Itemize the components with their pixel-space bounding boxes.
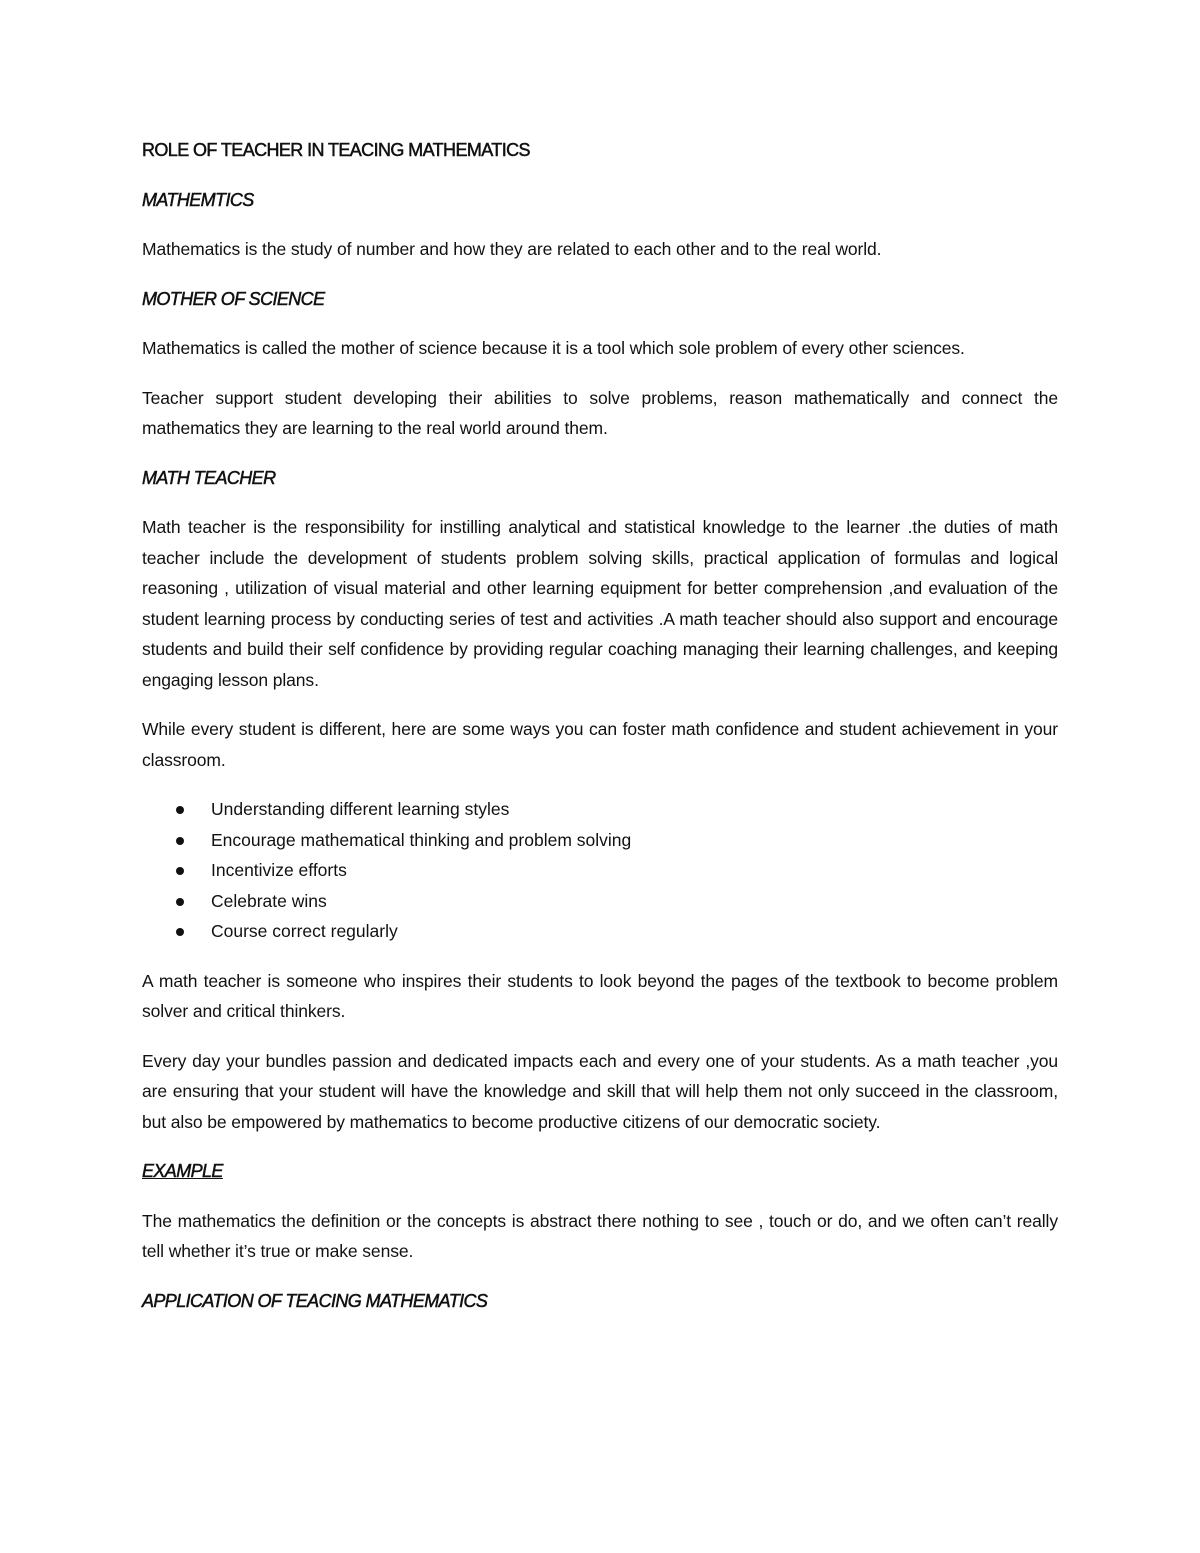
heading-math-teacher: MATH TEACHER [142,467,276,488]
list-item [142,825,1058,856]
bullet-icon [176,928,184,936]
list-item-text: Celebrate wins [211,890,327,911]
paragraph-inspires-students: A math teacher is someone who inspires their students to look beyond the pages of the textbook to become problem solver and critical thinkers. [142,970,1058,1021]
heading-mother-of-science: MOTHER OF SCIENCE [142,288,325,309]
list-item-text: Course correct regularly [211,921,398,941]
paragraph-foster-confidence: While every student is different, here are some ways you can foster math confidence and student achievement in your classroom. [142,719,1058,770]
heading-example: EXAMPLE [142,1161,223,1181]
paragraph-example: The mathematics the definition or the concepts is abstract there nothing to see , touch or do, and we often can’t really tell whether it’s true or make sense. [142,1210,1058,1261]
bullet-icon [176,898,184,906]
heading-application: APPLICATION OF TEACING MATHEMATICS [142,1290,488,1311]
strategies-list [142,794,1058,947]
paragraph-mathematics-definition: Mathematics is the study of number and how they are related to each other and to the real world. [142,239,882,259]
list-item-text: Understanding different learning styles [211,799,510,819]
bullet-icon [176,867,184,875]
document-title: ROLE OF TEACHER IN TEACING MATHEMATICS [142,140,530,160]
list-item [142,916,1058,947]
paragraph-teacher-support: Teacher support student developing their abilities to solve problems, reason mathematically and connect the mathematics they are learning to the real world around them. [142,387,1058,438]
list-item-text: Incentivize efforts [211,860,347,880]
list-item [142,886,1058,917]
document-page [142,135,1058,1335]
list-item-text: Encourage mathematical thinking and problem solving [211,829,632,850]
paragraph-every-day: Every day your bundles passion and dedicated impacts each and every one of your students. As a math teacher ,you are ensuring that your student will have the knowledge and skill that will help them not only succeed in the classroom, but also be empowered by mathematics to become productive citizens of our democratic society. [142,1050,1058,1132]
paragraph-mother-of-science: Mathematics is called the mother of science because it is a tool which sole problem of every other sciences. [142,338,965,358]
bullet-icon [176,837,184,845]
bullet-icon [176,806,184,814]
list-item [142,855,1058,886]
list-item [142,794,1058,825]
heading-mathematics: MATHEMTICS [142,189,254,210]
paragraph-math-teacher-duties: Math teacher is the responsibility for instilling analytical and statistical knowledge to the learner .the duties of math teacher include the development of students problem solving skills, practical application of formulas and logical reasoning , utilization of visual material and other learning equipment for better comprehension ,and evaluation of the student learning process by conducting series of test and activities .A math teacher should also support and encourage students and build their self confidence by providing regular coaching managing their learning challenges, and keeping engaging lesson plans. [142,517,1058,690]
